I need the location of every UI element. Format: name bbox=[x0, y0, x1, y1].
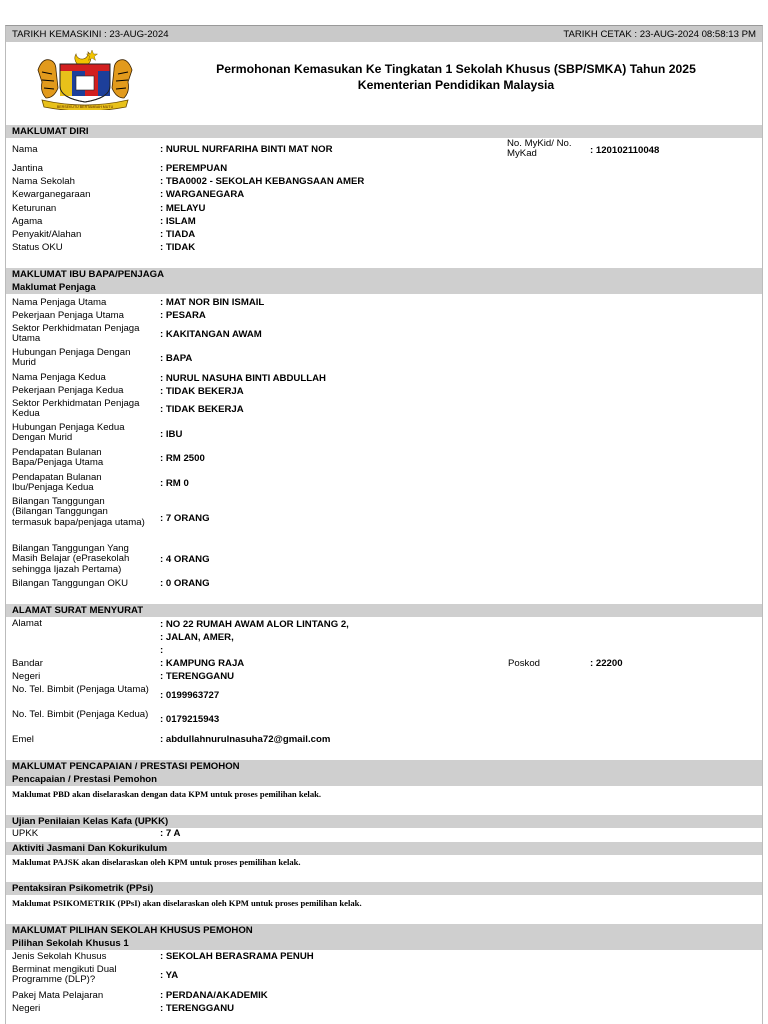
label-dlp: Berminat mengikuti Dual Programme (DLP)? bbox=[12, 964, 117, 986]
label-nama-penjaga-utama: Nama Penjaga Utama bbox=[12, 297, 107, 308]
label-tanggungan-belajar: Bilangan Tanggungan Yang Masih Belajar (ePrasekolah sehingga Ijazah Pertama) bbox=[12, 543, 130, 575]
value-upkk: : 7 A bbox=[160, 828, 181, 839]
label-bandar: Bandar bbox=[12, 658, 43, 669]
section-ibu-bapa: MAKLUMAT IBU BAPA/PENJAGA bbox=[6, 268, 762, 281]
printed-date: TARIKH CETAK : 23-AUG-2024 08:58:13 PM bbox=[563, 29, 756, 40]
subsection-upkk: Ujian Penilaian Kelas Kafa (UPKK) bbox=[6, 815, 762, 828]
label-hubungan-penjaga-kedua: Hubungan Penjaga Kedua Dengan Murid bbox=[12, 422, 125, 444]
label-jantina: Jantina bbox=[12, 163, 43, 174]
value-hubungan-penjaga-utama: : BAPA bbox=[160, 353, 193, 364]
label-penyakit: Penyakit/Alahan bbox=[12, 229, 82, 240]
label-tel-kedua: No. Tel. Bimbit (Penjaga Kedua) bbox=[12, 709, 149, 720]
updated-date: TARIKH KEMASKINI : 23-AUG-2024 bbox=[12, 29, 169, 40]
label-pekerjaan-penjaga-utama: Pekerjaan Penjaga Utama bbox=[12, 310, 124, 321]
value-emel: : abdullahnurulnasuha72@gmail.com bbox=[160, 734, 331, 745]
value-sektor-penjaga-utama: : KAKITANGAN AWAM bbox=[160, 329, 262, 340]
label-poskod: Poskod bbox=[508, 658, 540, 669]
value-alamat-line1: : NO 22 RUMAH AWAM ALOR LINTANG 2, bbox=[160, 619, 349, 630]
value-jenis-sekolah: : SEKOLAH BERASRAMA PENUH bbox=[160, 951, 314, 962]
value-poskod: : 22200 bbox=[590, 658, 623, 669]
label-pendapatan-bapa: Pendapatan Bulanan Bapa/Penjaga Utama bbox=[12, 447, 104, 469]
svg-text:BERSEKUTU BERTAMBAH MUTU: BERSEKUTU BERTAMBAH MUTU bbox=[56, 105, 114, 109]
coat-of-arms-logo bbox=[36, 48, 134, 110]
value-penyakit: : TIADA bbox=[160, 229, 196, 240]
section-pilihan-sekolah: MAKLUMAT PILIHAN SEKOLAH KHUSUS PEMOHON bbox=[6, 924, 762, 937]
label-jenis-sekolah: Jenis Sekolah Khusus bbox=[12, 951, 107, 962]
value-jantina: : PEREMPUAN bbox=[160, 163, 228, 174]
value-tanggungan-belajar: : 4 ORANG bbox=[160, 554, 210, 565]
label-agama: Agama bbox=[12, 216, 43, 227]
value-oku: : TIDAK bbox=[160, 242, 196, 253]
section-alamat: ALAMAT SURAT MENYURAT bbox=[6, 604, 762, 617]
value-agama: : ISLAM bbox=[160, 216, 196, 227]
value-nama-penjaga-kedua: : NURUL NASUHA BINTI ABDULLAH bbox=[160, 373, 326, 384]
value-bilangan-tanggungan: : 7 ORANG bbox=[160, 513, 210, 524]
value-tanggungan-oku: : 0 ORANG bbox=[160, 578, 210, 589]
value-mykid: : 120102110048 bbox=[590, 145, 660, 156]
document-title: Permohonan Kemasukan Ke Tingkatan 1 Sekolah Khusus (SBP/SMKA) Tahun 2025 bbox=[216, 62, 696, 76]
label-tanggungan-oku: Bilangan Tanggungan OKU bbox=[12, 578, 129, 589]
value-nama: : NURUL NURFARIHA BINTI MAT NOR bbox=[160, 144, 333, 155]
section-pencapaian: MAKLUMAT PENCAPAIAN / PRESTASI PEMOHON bbox=[6, 760, 762, 773]
subsection-maklumat-penjaga: Maklumat Penjaga bbox=[6, 281, 762, 294]
label-hubungan-penjaga-utama: Hubungan Penjaga Dengan Murid bbox=[12, 347, 131, 369]
value-tel-utama: : 0199963727 bbox=[160, 690, 220, 701]
subsection-kokurikulum: Aktiviti Jasmani Dan Kokurikulum bbox=[6, 842, 762, 855]
value-pakej: : PERDANA/AKADEMIK bbox=[160, 990, 268, 1001]
label-sekolah: Nama Sekolah bbox=[12, 176, 75, 187]
value-warganegara: : WARGANEGARA bbox=[160, 189, 245, 200]
label-bilangan-tanggungan: Bilangan Tanggungan (Bilangan Tanggungan termasuk bapa/penjaga utama) bbox=[12, 496, 145, 528]
value-negeri-pilihan: : TERENGGANU bbox=[160, 1003, 235, 1014]
label-nama-penjaga-kedua: Nama Penjaga Kedua bbox=[12, 372, 106, 383]
value-pendapatan-bapa: : RM 2500 bbox=[160, 453, 205, 464]
value-negeri: : TERENGGANU bbox=[160, 671, 235, 682]
value-dlp: : YA bbox=[160, 970, 179, 981]
label-pendapatan-ibu: Pendapatan Bulanan Ibu/Penjaga Kedua bbox=[12, 472, 102, 494]
note-psikometrik: Maklumat PSIKOMETRIK (PPsI) akan diselaraskan oleh KPM untuk proses pemilihan kelak. bbox=[12, 898, 362, 908]
section-maklumat-diri: MAKLUMAT DIRI bbox=[6, 125, 762, 138]
value-pekerjaan-penjaga-kedua: : TIDAK BEKERJA bbox=[160, 386, 244, 397]
label-alamat: Alamat bbox=[12, 618, 42, 629]
value-nama-penjaga-utama: : MAT NOR BIN ISMAIL bbox=[160, 297, 265, 308]
value-bandar: : KAMPUNG RAJA bbox=[160, 658, 245, 669]
subsection-psikometrik: Pentaksiran Psikometrik (PPsi) bbox=[6, 882, 762, 895]
label-pakej: Pakej Mata Pelajaran bbox=[12, 990, 104, 1001]
value-sekolah: : TBA0002 - SEKOLAH KEBANGSAAN AMER bbox=[160, 176, 365, 187]
label-upkk: UPKK bbox=[12, 828, 39, 839]
label-nama: Nama bbox=[12, 144, 38, 155]
value-sektor-penjaga-kedua: : TIDAK BEKERJA bbox=[160, 404, 244, 415]
label-tel-utama: No. Tel. Bimbit (Penjaga Utama) bbox=[12, 684, 149, 695]
label-sektor-penjaga-utama: Sektor Perkhidmatan Penjaga Utama bbox=[12, 323, 140, 345]
label-mykid: No. MyKid/ No. MyKad bbox=[507, 138, 572, 160]
note-pajsk: Maklumat PAJSK akan diselaraskan oleh KPM untuk proses pemilihan kelak. bbox=[12, 857, 301, 867]
subsection-pilihan-1: Pilihan Sekolah Khusus 1 bbox=[6, 937, 762, 950]
label-emel: Emel bbox=[12, 734, 34, 745]
subsection-prestasi: Pencapaian / Prestasi Pemohon bbox=[6, 773, 762, 786]
value-keturunan: : MELAYU bbox=[160, 203, 206, 214]
label-warganegara: Kewarganegaraan bbox=[12, 189, 91, 200]
label-negeri: Negeri bbox=[12, 671, 41, 682]
label-oku: Status OKU bbox=[12, 242, 63, 253]
value-alamat-line2: : JALAN, AMER, bbox=[160, 632, 234, 643]
value-pekerjaan-penjaga-utama: : PESARA bbox=[160, 310, 206, 321]
label-keturunan: Keturunan bbox=[12, 203, 57, 214]
value-pendapatan-ibu: : RM 0 bbox=[160, 478, 189, 489]
label-negeri-pilihan: Negeri bbox=[12, 1003, 41, 1014]
ministry-title: Kementerian Pendidikan Malaysia bbox=[357, 78, 555, 92]
label-pekerjaan-penjaga-kedua: Pekerjaan Penjaga Kedua bbox=[12, 385, 124, 396]
value-hubungan-penjaga-kedua: : IBU bbox=[160, 429, 183, 440]
value-alamat-line3: : bbox=[160, 645, 164, 656]
label-sektor-penjaga-kedua: Sektor Perkhidmatan Penjaga Kedua bbox=[12, 398, 140, 420]
value-tel-kedua: : 0179215943 bbox=[160, 714, 220, 725]
date-bar bbox=[6, 26, 762, 42]
note-pbd: Maklumat PBD akan diselaraskan dengan data KPM untuk proses pemilihan kelak. bbox=[12, 789, 322, 799]
